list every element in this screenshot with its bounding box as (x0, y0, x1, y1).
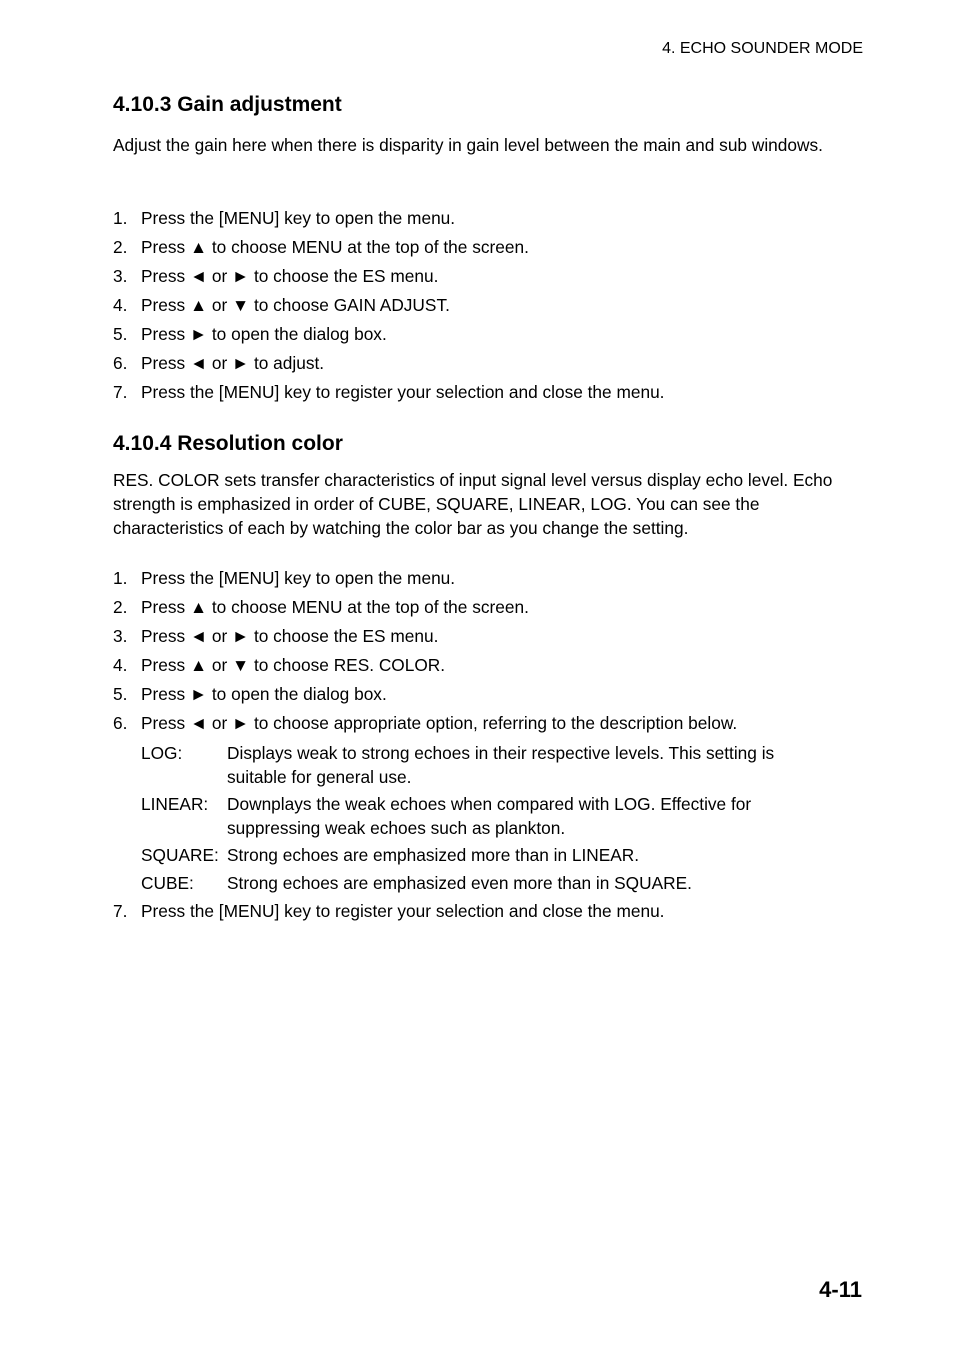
step-text: Press the [MENU] key to open the menu. (141, 568, 456, 588)
section-title-gain-adjustment: 4.10.3 Gain adjustment (113, 93, 342, 116)
step-text: Press ◄ or ► to adjust. (141, 353, 325, 373)
list-item: 6. Press ◄ or ► to choose appropriate option, referring to the description below. (113, 713, 738, 733)
option-row-log (141, 741, 831, 789)
running-header: 4. ECHO SOUNDER MODE (662, 40, 863, 57)
section-intro-gain: Adjust the gain here when there is disparity in gain level between the main and sub windows. (113, 135, 823, 155)
final-step-resolution (113, 901, 858, 930)
steps-list-gain (113, 208, 858, 411)
step-text: Press ◄ or ► to choose the ES menu. (141, 266, 439, 286)
page-number: 4-11 (819, 1277, 862, 1302)
list-item: 1. Press the [MENU] key to open the menu. (113, 208, 456, 228)
option-description: Strong echoes are emphasized even more than in SQUARE. (227, 873, 692, 893)
option-row-linear (141, 792, 831, 840)
list-item: 2. Press ▲ to choose MENU at the top of the screen. (113, 597, 529, 617)
option-term: LOG: (141, 743, 183, 763)
option-term: CUBE: (141, 873, 194, 893)
list-item: 1. Press the [MENU] key to open the menu. (113, 568, 456, 588)
step-text: Press ◄ or ► to choose appropriate option, referring to the description below. (141, 713, 738, 733)
step-text: Press the [MENU] key to open the menu. (141, 208, 456, 228)
option-description: Displays weak to strong echoes in their respective levels. This setting is suitable for general use. (227, 743, 775, 787)
option-description: Downplays the weak echoes when compared with LOG. Effective for suppressing weak echoes such as plankton. (227, 794, 752, 838)
list-item: 2. Press ▲ to choose MENU at the top of the screen. (113, 237, 529, 257)
list-item: 5. Press ► to open the dialog box. (113, 324, 387, 344)
list-item: 4. Press ▲ or ▼ to choose RES. COLOR. (113, 655, 446, 675)
step-text: Press ► to open the dialog box. (141, 684, 387, 704)
list-item: 7. Press the [MENU] key to register your selection and close the menu. (113, 901, 665, 921)
step-text: Press the [MENU] key to register your selection and close the menu. (141, 382, 665, 402)
option-row-cube (141, 871, 831, 895)
list-item: 3. Press ◄ or ► to choose the ES menu. (113, 266, 439, 286)
steps-list-resolution (113, 568, 858, 742)
step-text: Press ◄ or ► to choose the ES menu. (141, 626, 439, 646)
section-intro-resolution: RES. COLOR sets transfer characteristics of input signal level versus display echo level. Echo strength is emphasized in order of CUBE, SQUARE, LINEAR, LOG. You can see the characteristics of each by watching the color bar as you change the setting. (113, 470, 833, 538)
option-row-square (141, 843, 831, 867)
step-text: Press ▲ or ▼ to choose RES. COLOR. (141, 655, 446, 675)
options-description-list (141, 741, 831, 895)
step-text: Press the [MENU] key to register your selection and close the menu. (141, 901, 665, 921)
step-text: Press ► to open the dialog box. (141, 324, 387, 344)
option-term: SQUARE: (141, 845, 219, 865)
step-text: Press ▲ to choose MENU at the top of the screen. (141, 237, 529, 257)
list-item: 4. Press ▲ or ▼ to choose GAIN ADJUST. (113, 295, 450, 315)
step-text: Press ▲ to choose MENU at the top of the screen. (141, 597, 529, 617)
list-item: 7. Press the [MENU] key to register your selection and close the menu. (113, 382, 665, 402)
option-description: Strong echoes are emphasized more than in LINEAR. (227, 845, 640, 865)
section-title-resolution-color: 4.10.4 Resolution color (113, 432, 343, 455)
option-term: LINEAR: (141, 794, 209, 814)
step-text: Press ▲ or ▼ to choose GAIN ADJUST. (141, 295, 450, 315)
list-item: 5. Press ► to open the dialog box. (113, 684, 387, 704)
list-item: 3. Press ◄ or ► to choose the ES menu. (113, 626, 439, 646)
list-item: 6. Press ◄ or ► to adjust. (113, 353, 325, 373)
